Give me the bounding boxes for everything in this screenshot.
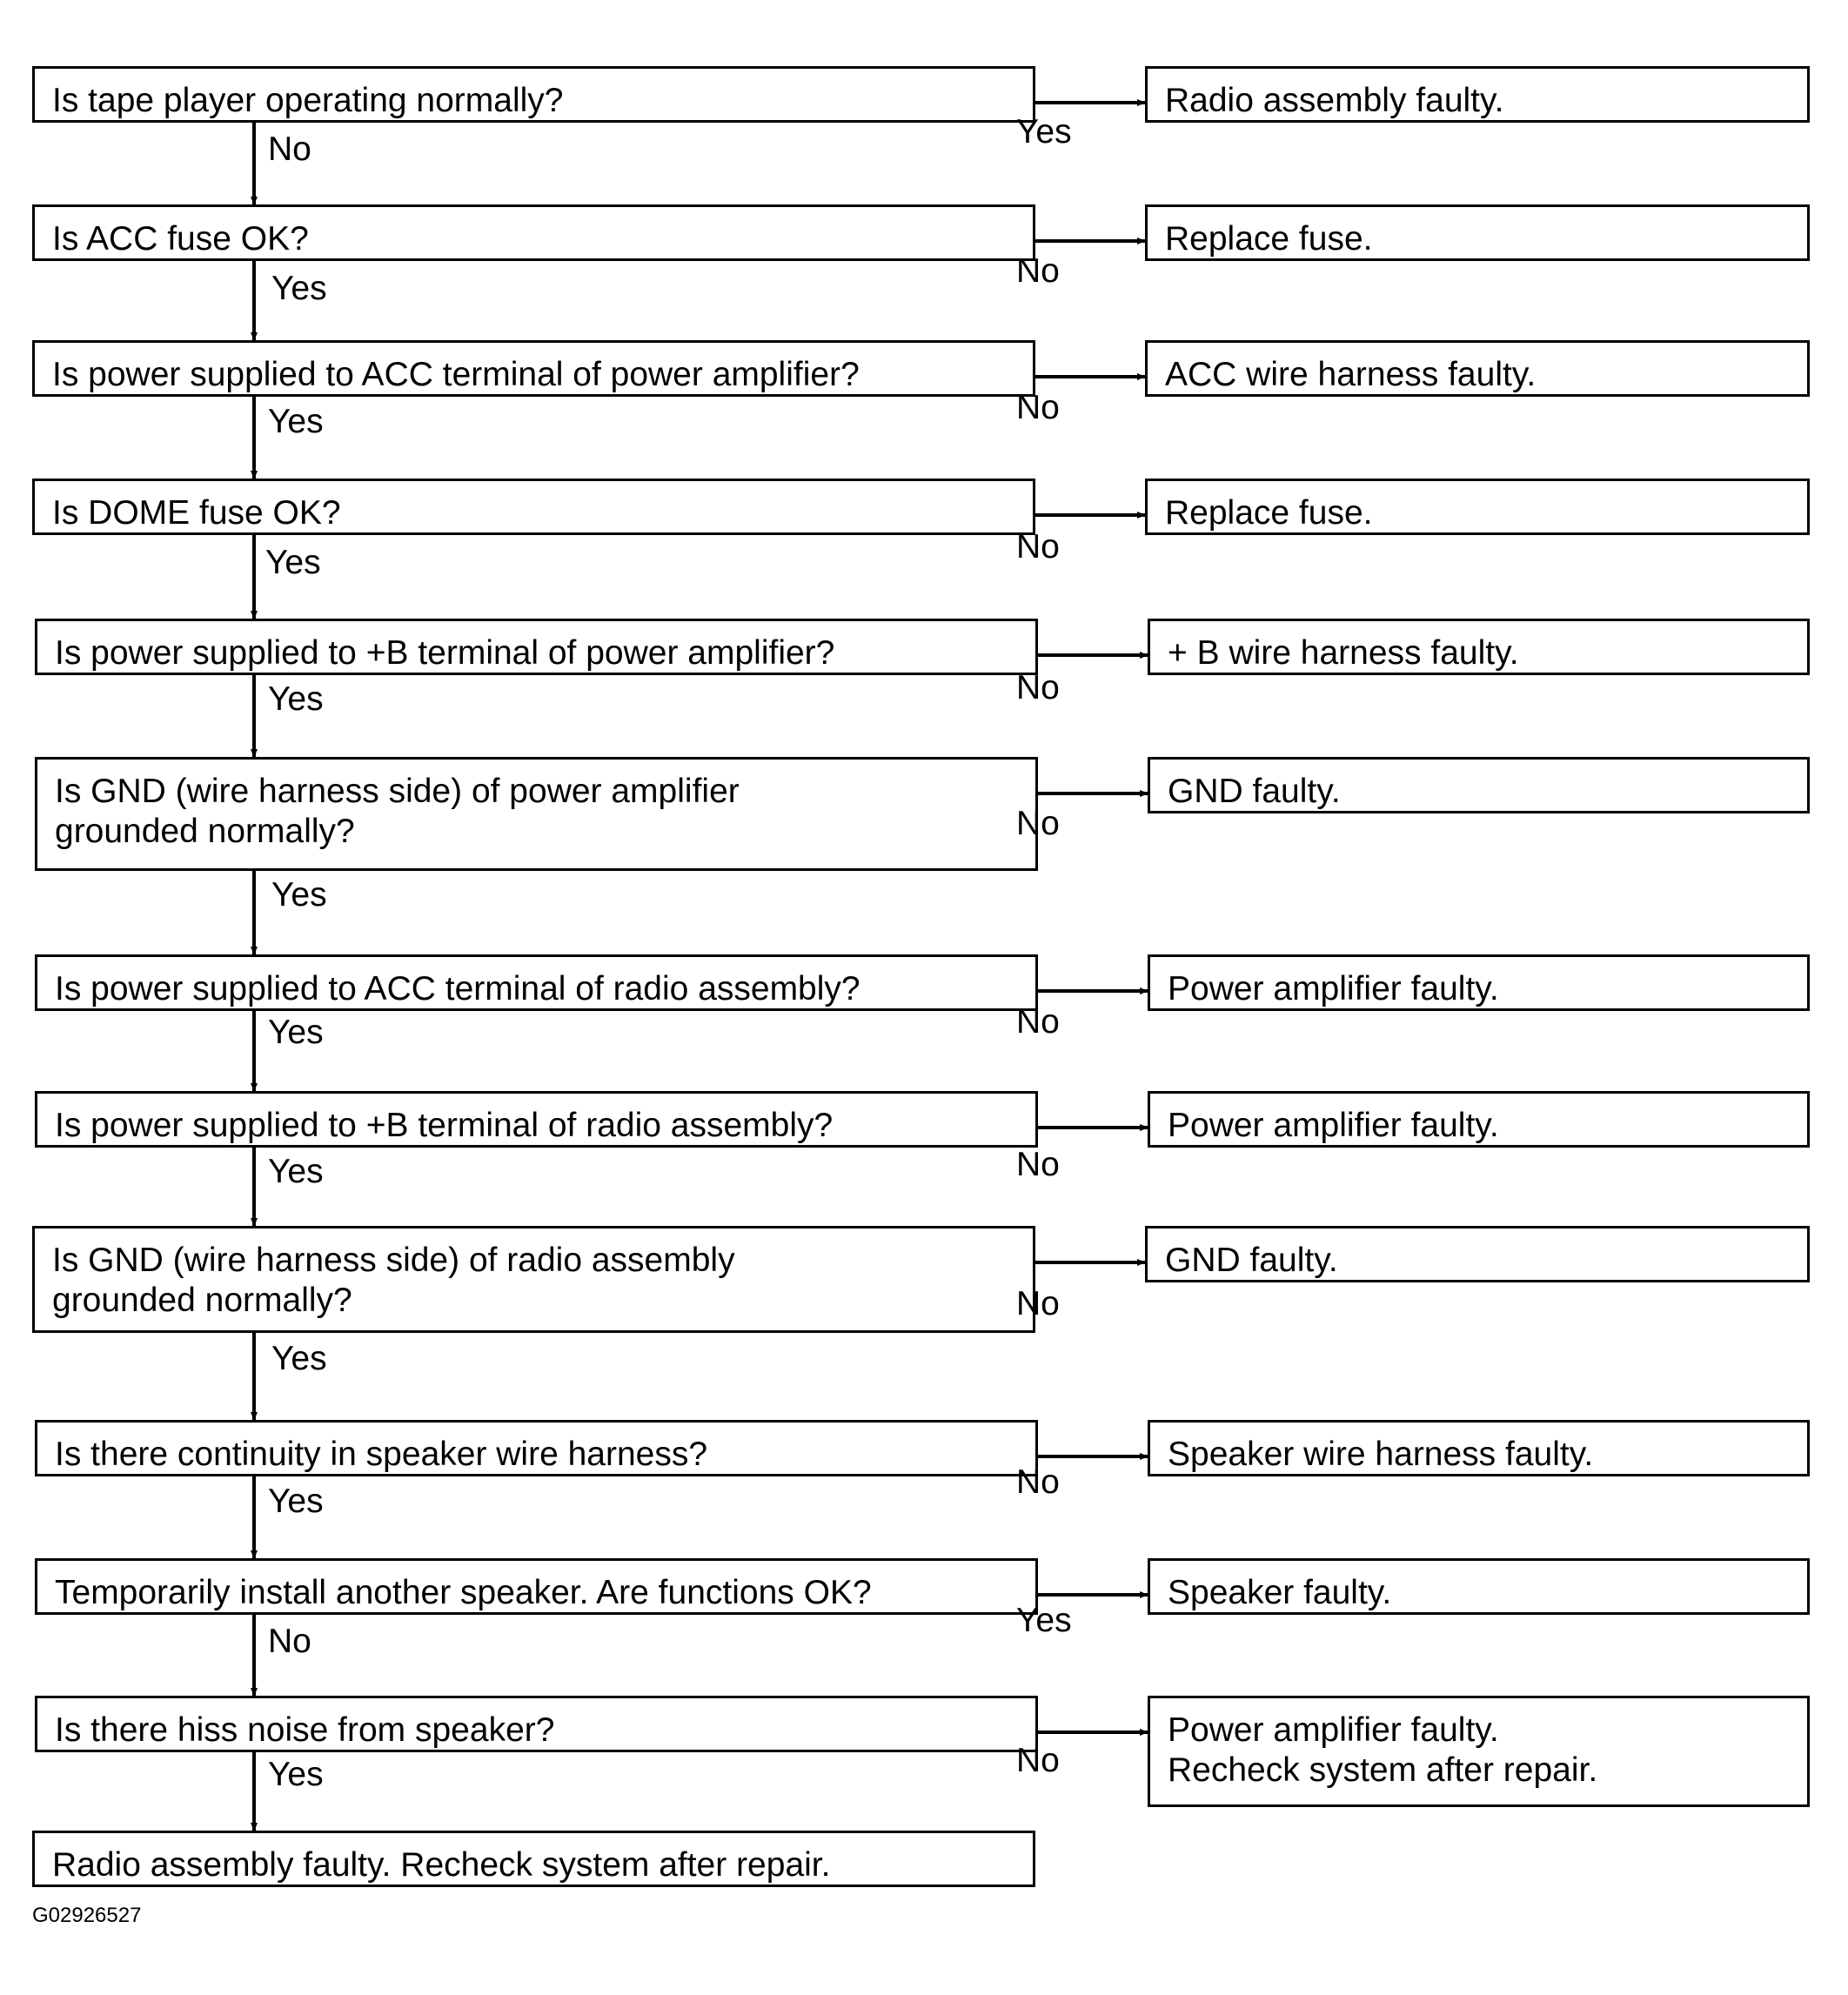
result-box-11 (1148, 1558, 1810, 1615)
result-box-6-text: GND faulty. (1168, 773, 1341, 810)
side-branch-label-2: No (1016, 252, 1060, 290)
question-box-12 (35, 1696, 1038, 1752)
question-box-4 (32, 479, 1035, 535)
side-branch-label-6: No (1016, 805, 1060, 842)
question-box-8-text: Is power supplied to +B terminal of radio assembly? (55, 1107, 834, 1144)
question-box-3 (32, 340, 1035, 397)
question-box-10 (35, 1420, 1038, 1476)
result-box-8-text: Power amplifier faulty. (1168, 1107, 1499, 1144)
down-branch-label-7: Yes (268, 1014, 324, 1051)
question-box-7-text: Is power supplied to ACC terminal of radio assembly? (55, 970, 860, 1008)
result-box-6 (1148, 757, 1810, 813)
result-box-5-text: + B wire harness faulty. (1168, 634, 1519, 672)
final-result-box (32, 1831, 1035, 1887)
side-branch-label-1: Yes (1016, 113, 1072, 151)
result-box-9-text: GND faulty. (1165, 1242, 1338, 1279)
question-box-2 (32, 204, 1035, 261)
result-box-7 (1148, 954, 1810, 1011)
question-box-8 (35, 1091, 1038, 1148)
side-branch-label-12: No (1016, 1742, 1060, 1779)
down-branch-label-1: No (268, 131, 311, 168)
side-branch-label-8: No (1016, 1146, 1060, 1183)
result-box-4 (1145, 479, 1810, 535)
result-box-10-text: Speaker wire harness faulty. (1168, 1436, 1594, 1473)
side-branch-label-9: No (1016, 1285, 1060, 1322)
down-branch-label-6: Yes (271, 876, 327, 914)
question-box-11-text: Temporarily install another speaker. Are functions OK? (55, 1574, 872, 1611)
question-box-5-text: Is power supplied to +B terminal of power amplifier? (55, 634, 835, 672)
result-box-11-text: Speaker faulty. (1168, 1574, 1392, 1611)
down-branch-label-8: Yes (268, 1153, 324, 1190)
down-branch-label-12: Yes (268, 1756, 324, 1793)
question-box-2-text: Is ACC fuse OK? (52, 220, 309, 258)
side-branch-label-11: Yes (1016, 1602, 1072, 1639)
result-box-7-text: Power amplifier faulty. (1168, 970, 1499, 1008)
side-branch-label-4: No (1016, 528, 1060, 566)
result-box-1-text: Radio assembly faulty. (1165, 82, 1504, 119)
question-box-1 (32, 66, 1035, 123)
down-branch-label-2: Yes (271, 270, 327, 307)
result-box-3-text: ACC wire harness faulty. (1165, 356, 1537, 393)
result-box-3 (1145, 340, 1810, 397)
question-box-11 (35, 1558, 1038, 1615)
question-box-7 (35, 954, 1038, 1011)
final-result-box-text: Radio assembly faulty. Recheck system after repair. (52, 1846, 831, 1884)
question-box-6-text: Is GND (wire harness side) of power amplifier grounded normally? (55, 773, 740, 850)
down-branch-label-5: Yes (268, 680, 324, 718)
result-box-9 (1145, 1226, 1810, 1282)
question-box-1-text: Is tape player operating normally? (52, 82, 564, 119)
question-box-4-text: Is DOME fuse OK? (52, 494, 341, 532)
result-box-1 (1145, 66, 1810, 123)
question-box-9 (32, 1226, 1035, 1333)
side-branch-label-3: No (1016, 389, 1060, 426)
result-box-12-text: Power amplifier faulty. Recheck system after repair. (1168, 1711, 1598, 1789)
result-box-2 (1145, 204, 1810, 261)
side-branch-label-10: No (1016, 1463, 1060, 1501)
result-box-8 (1148, 1091, 1810, 1148)
side-branch-label-5: No (1016, 669, 1060, 706)
figure-id: G02926527 (32, 1904, 142, 1927)
down-branch-label-9: Yes (271, 1340, 327, 1377)
down-branch-label-10: Yes (268, 1483, 324, 1520)
result-box-4-text: Replace fuse. (1165, 494, 1373, 532)
question-box-9-text: Is GND (wire harness side) of radio assembly grounded normally? (52, 1242, 735, 1319)
question-box-5 (35, 619, 1038, 675)
result-box-12 (1148, 1696, 1810, 1807)
down-branch-label-4: Yes (265, 544, 321, 581)
side-branch-label-7: No (1016, 1003, 1060, 1041)
question-box-3-text: Is power supplied to ACC terminal of power amplifier? (52, 356, 860, 393)
down-branch-label-3: Yes (268, 403, 324, 440)
result-box-5 (1148, 619, 1810, 675)
down-branch-label-11: No (268, 1623, 311, 1660)
result-box-2-text: Replace fuse. (1165, 220, 1373, 258)
question-box-12-text: Is there hiss noise from speaker? (55, 1711, 555, 1749)
question-box-10-text: Is there continuity in speaker wire harness? (55, 1436, 708, 1473)
question-box-6 (35, 757, 1038, 871)
result-box-10 (1148, 1420, 1810, 1476)
